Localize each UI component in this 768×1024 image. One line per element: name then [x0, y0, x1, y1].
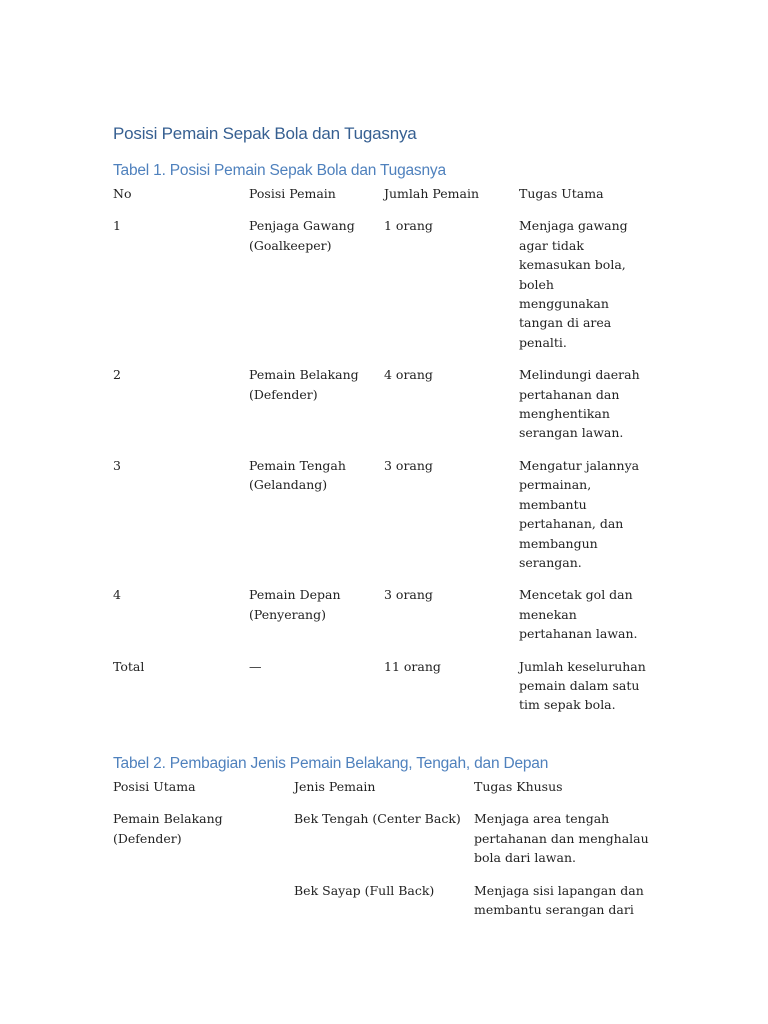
document-title: Posisi Pemain Sepak Bola dan Tugasnya [113, 124, 417, 143]
cell-jumlah: 1 orang [384, 218, 433, 234]
table1-header-no: No [113, 186, 132, 201]
table1-header-tugas: Tugas Utama [519, 186, 604, 201]
cell-no: 2 [113, 367, 121, 383]
cell-jumlah: 11 orang [384, 658, 441, 674]
table1-caption: Tabel 1. Posisi Pemain Sepak Bola dan Tugasnya [113, 162, 446, 179]
cell-posisi: Pemain Belakang (Defender) [113, 811, 223, 846]
cell-no: 3 [113, 457, 121, 473]
table-row [113, 216, 653, 365]
cell-posisi: Pemain Depan (Penyerang) [249, 587, 341, 622]
cell-posisi: — [249, 658, 262, 674]
table-row [113, 365, 653, 456]
table2-header-posisi: Posisi Utama [113, 779, 196, 794]
cell-jumlah: 4 orang [384, 367, 433, 383]
cell-no: Total [113, 658, 145, 674]
cell-no: 1 [113, 218, 121, 234]
cell-jumlah: 3 orang [384, 587, 433, 603]
cell-posisi: Pemain Tengah (Gelandang) [249, 457, 346, 493]
cell-jumlah: 3 orang [384, 457, 433, 473]
cell-posisi: Penjaga Gawang (Goalkeeper) [249, 218, 355, 253]
table2 [113, 777, 653, 932]
table2-header-tugas: Tugas Khusus [474, 779, 563, 794]
table2-caption: Tabel 2. Pembagian Jenis Pemain Belakang, Tengah, dan Depan [113, 755, 549, 772]
table1-header-row [113, 184, 653, 216]
cell-jenis: Bek Sayap (Full Back) [294, 882, 435, 898]
cell-tugas: Mengatur jalannya permainan, membantu pertahanan, dan membangun serangan. [519, 457, 640, 570]
cell-tugas: Menjaga sisi lapangan dan membantu serangan dari [474, 882, 644, 918]
cell-posisi [113, 881, 294, 933]
table-row [113, 456, 653, 585]
table1 [113, 184, 653, 728]
cell-jenis: Bek Tengah (Center Back) [294, 811, 461, 827]
cell-tugas: Mencetak gol dan menekan pertahanan lawan. [519, 587, 638, 642]
table-row [113, 881, 653, 933]
cell-tugas: Menjaga area tengah pertahanan dan menghalau bola dari lawan. [474, 811, 649, 866]
table2-header-row [113, 777, 653, 809]
cell-tugas: Menjaga gawang agar tidak kemasukan bola, boleh menggunakan tangan di area penalti. [519, 218, 628, 350]
table-row [113, 585, 653, 656]
table1-header-posisi: Posisi Pemain [249, 186, 336, 201]
cell-posisi: Pemain Belakang (Defender) [249, 367, 359, 402]
cell-tugas: Jumlah keseluruhan pemain dalam satu tim sepak bola. [519, 658, 646, 713]
cell-no: 4 [113, 587, 121, 603]
cell-tugas: Melindungi daerah pertahanan dan menghentikan serangan lawan. [519, 367, 640, 441]
table-row [113, 809, 653, 880]
table2-header-jenis: Jenis Pemain [294, 779, 376, 794]
table1-header-jumlah: Jumlah Pemain [384, 186, 479, 201]
table-row-total [113, 657, 653, 728]
